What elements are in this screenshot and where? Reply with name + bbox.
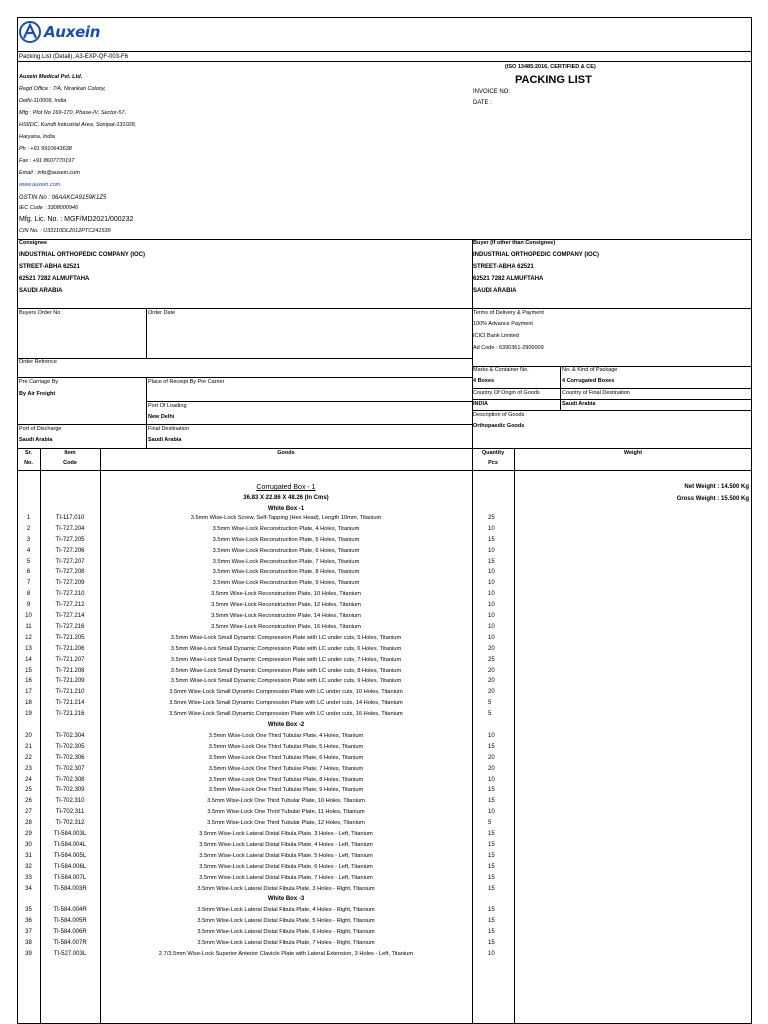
final-destination-label: Final Destination: [148, 426, 189, 432]
final-destination-value: Saudi Arabia: [148, 437, 182, 443]
row-item-code: TI-584.005L: [53, 853, 87, 859]
row-goods-description: 3.5mm Wise-Lock One Third Tubular Plate, 8 Holes, Titanium: [208, 777, 364, 783]
consignee-label: Consignee: [19, 240, 48, 246]
row-quantity: 10: [488, 602, 495, 608]
row-goods-description: 3.5mm Wise-Lock Small Dynamic Compression Plate with LC under cuts, 8 Holes, Titanium: [170, 668, 402, 674]
port-of-loading-value: New Delhi: [148, 414, 175, 420]
row-sr-no: 13: [25, 646, 32, 652]
row-sr-no: 22: [25, 755, 32, 761]
port-of-discharge-value: Saudi Arabia: [19, 437, 53, 443]
address-line: Delhi-110009, India: [19, 98, 67, 104]
row-sr-no: 12: [25, 635, 32, 641]
row-goods-description: 3.5mm Wise-Lock Lateral Distal Fibula Plate, 6 Holes - Left, Titanium: [199, 864, 373, 870]
row-item-code: TI-721.214: [55, 700, 85, 706]
row-quantity: 5: [488, 711, 492, 717]
row-sr-no: 11: [25, 624, 32, 630]
buyer-line: SAUDI ARABIA: [473, 288, 517, 294]
row-sr-no: 9: [26, 602, 31, 608]
row-item-code: TI-727.216: [55, 624, 85, 630]
row-sr-no: 7: [26, 580, 31, 586]
row-sr-no: 32: [25, 864, 32, 870]
port-of-discharge-label: Port of Discharge: [19, 426, 62, 432]
row-sr-no: 19: [25, 711, 32, 717]
row-quantity: 15: [488, 853, 495, 859]
row-item-code: TI-721.216: [55, 711, 85, 717]
row-item-code: TI-721.205: [55, 635, 85, 641]
row-sr-no: 14: [25, 657, 32, 663]
row-item-code: TI-702.307: [55, 766, 85, 772]
package-kind-label: No. & Kind of Package: [562, 367, 618, 373]
row-quantity: 10: [488, 526, 495, 532]
buyer-line: INDUSTRIAL ORTHOPEDIC COMPANY (IOC): [473, 252, 600, 258]
row-goods-description: 3.5mm Wise-Lock Reconstruction Plate, 8 Holes, Titanium: [212, 569, 360, 575]
order-reference-label: Order Refrence: [19, 359, 57, 365]
buyer-label: Buyer (If other than Consignee): [473, 240, 556, 246]
row-quantity: 10: [488, 624, 495, 630]
white-box-heading: White Box -1: [267, 506, 305, 512]
cin-line: CIN No. : U33110DL2012PTC241539: [19, 228, 111, 234]
row-quantity: 10: [488, 733, 495, 739]
white-box-heading: White Box -3: [267, 896, 305, 902]
row-sr-no: 23: [25, 766, 32, 772]
row-goods-description: 3.5mm Wise-Lock One Third Tubular Plate, 12 Holes, Titanium: [207, 820, 365, 826]
row-sr-no: 3: [26, 537, 31, 543]
box-dimensions: 36.83 X 22.86 X 48.26 (In Cms): [243, 495, 329, 501]
row-quantity: 20: [488, 668, 495, 674]
terms-label: Terms of Delivery & Payment: [473, 310, 544, 316]
row-sr-no: 8: [26, 591, 31, 597]
company-name: Auxein Medical Pvt. Ltd.: [19, 74, 83, 80]
row-item-code: TI-527.003L: [53, 951, 87, 957]
row-sr-no: 21: [25, 744, 32, 750]
row-sr-no: 20: [25, 733, 32, 739]
col-header-no: No.: [24, 460, 33, 466]
row-quantity: 15: [488, 864, 495, 870]
row-sr-no: 37: [25, 929, 32, 935]
address-line: Regd Office : 7/A, Nirankari Colony,: [19, 86, 106, 92]
destination-value: Saudi Arabia: [562, 401, 596, 407]
row-goods-description: 3.5mm Wise-Lock Reconstruction Plate, 9 Holes, Titanium: [212, 580, 360, 586]
row-goods-description: 3.5mm Wise-Lock Reconstruction Plate, 5 Holes, Titanium: [212, 537, 360, 543]
packing-list-sheet: [17, 17, 752, 1024]
row-item-code: TI-584.006R: [53, 929, 87, 935]
col-header-weight: Weight: [623, 450, 643, 456]
col-header-code: Code: [63, 460, 77, 466]
row-quantity: 15: [488, 559, 495, 565]
row-quantity: 15: [488, 886, 495, 892]
description-value: Orthopaedic Goods: [473, 423, 525, 429]
package-kind-value: 4 Corrugated Boxes: [562, 378, 615, 384]
row-quantity: 5: [488, 700, 492, 706]
address-line: HSIIDC, Kundli Industrial Area, Sonipat-131028,: [19, 122, 137, 128]
col-header-item: Item: [64, 450, 76, 456]
row-goods-description: 3.5mm Wise-Lock One Third Tubular Plate, 6 Holes, Titanium: [208, 755, 364, 761]
row-item-code: TI-727.205: [55, 537, 85, 543]
iso-certification: (ISO 13485:2016, CERTIFIED & CE): [505, 64, 596, 70]
company-logo: [19, 21, 100, 43]
row-sr-no: 2: [26, 526, 31, 532]
row-item-code: TI-702.306: [55, 755, 85, 761]
row-item-code: TI-721.209: [55, 678, 85, 684]
row-quantity: 10: [488, 777, 495, 783]
row-goods-description: 3.5mm Wise-Lock One Third Tubular Plate, 4 Holes, Titanium: [208, 733, 364, 739]
address-line: Haryana, India: [19, 134, 55, 140]
row-goods-description: 3.5mm Wise-Lock Lateral Distal Fibula Plate, 4 Holes - Left, Titanium: [199, 842, 373, 848]
row-item-code: TI-584.006L: [53, 864, 87, 870]
row-goods-description: 3.5mm Wise-Lock Lateral Distal Fibula Plate, 5 Holes - Left, Titanium: [199, 853, 373, 859]
row-item-code: TI-727.209: [55, 580, 85, 586]
row-item-code: TI-727.212: [55, 602, 85, 608]
origin-value: INDIA: [473, 401, 488, 407]
row-quantity: 20: [488, 755, 495, 761]
row-item-code: TI-721.207: [55, 657, 85, 663]
marks-label: Marks & Container No.: [473, 367, 529, 373]
row-sr-no: 33: [25, 875, 32, 881]
auxein-logo-icon: [19, 21, 41, 43]
row-sr-no: 29: [25, 831, 32, 837]
row-quantity: 10: [488, 548, 495, 554]
row-quantity: 15: [488, 744, 495, 750]
row-quantity: 10: [488, 613, 495, 619]
port-of-loading-label: Port Of Loading: [148, 403, 187, 409]
row-sr-no: 31: [25, 853, 32, 859]
row-sr-no: 39: [25, 951, 32, 957]
row-goods-description: 3.5mm Wise-Lock Lateral Distal Fibula Plate, 5 Holes - Right, Titanium: [197, 918, 375, 924]
marks-value: 4 Boxes: [473, 378, 495, 384]
row-item-code: TI-584.007R: [53, 940, 87, 946]
row-quantity: 15: [488, 907, 495, 913]
row-item-code: TI-117.010: [55, 515, 85, 521]
pre-carriage-label: Pre Carriage By: [19, 379, 59, 385]
logo-wordmark: Auxein: [44, 23, 101, 41]
iec-line: IEC Code : 3308000946: [19, 205, 79, 211]
invoice-no-label: INVOICE NO:: [473, 89, 511, 95]
description-label: Description of Goods: [473, 412, 525, 418]
row-goods-description: 3.5mm Wise-Lock Small Dynamic Compression Plate with LC under cuts, 10 Holes, Titanium: [169, 689, 403, 695]
row-goods-description: 3.5mm Wise-Lock Small Dynamic Compression Plate with LC under cuts, 9 Holes, Titanium: [170, 678, 402, 684]
row-item-code: TI-584.005R: [53, 918, 87, 924]
row-quantity: 20: [488, 766, 495, 772]
terms-line: 100% Advance Payment: [473, 321, 533, 327]
row-item-code: TI-702.304: [55, 733, 85, 739]
row-quantity: 15: [488, 875, 495, 881]
row-sr-no: 17: [25, 689, 32, 695]
row-sr-no: 25: [25, 787, 32, 793]
row-goods-description: 3.5mm Wise-Lock Reconstruction Plate, 7 Holes, Titanium: [212, 559, 360, 565]
website-link[interactable]: www.auxein.com: [19, 182, 61, 188]
row-quantity: 10: [488, 951, 495, 957]
row-goods-description: 3.5mm Wise-Lock Reconstruction Plate, 6 Holes, Titanium: [212, 548, 360, 554]
row-goods-description: 3.5mm Wise-Lock One Third Tubular Plate, 11 Holes, Titanium: [207, 809, 365, 815]
buyer-line: STREET-ABHA 62521: [473, 264, 534, 270]
row-quantity: 15: [488, 842, 495, 848]
row-quantity: 20: [488, 646, 495, 652]
col-header-sr: Sr.: [24, 450, 33, 456]
origin-label: Country Of Origin of Goods: [473, 390, 540, 396]
net-weight: Net Weight : 14.500 Kg: [684, 484, 749, 490]
row-quantity: 15: [488, 787, 495, 793]
row-item-code: TI-721.206: [55, 646, 85, 652]
buyers-order-no-label: Buyers Order No: [19, 310, 61, 316]
row-item-code: TI-727.207: [55, 559, 85, 565]
row-sr-no: 36: [25, 918, 32, 924]
gross-weight: Gross Weight : 15.500 Kg: [676, 496, 749, 502]
col-header-pcs: Pcs: [488, 460, 498, 466]
row-sr-no: 38: [25, 940, 32, 946]
row-quantity: 15: [488, 537, 495, 543]
row-goods-description: 3.5mm Wise-Lock Reconstruction Plate, 12 Holes, Titanium: [211, 602, 361, 608]
row-quantity: 10: [488, 580, 495, 586]
row-sr-no: 15: [25, 668, 32, 674]
row-item-code: TI-702.305: [55, 744, 85, 750]
row-item-code: TI-702.311: [55, 809, 85, 815]
col-header-quantity: Quantity: [481, 450, 505, 456]
row-quantity: 5: [488, 820, 492, 826]
row-item-code: TI-702.310: [55, 798, 85, 804]
destination-label: Country of Final Destination: [562, 390, 630, 396]
row-goods-description: 3.5mm Wise-Lock One Third Tubular Plate, 10 Holes, Titanium: [207, 798, 365, 804]
consignee-line: SAUDI ARABIA: [19, 288, 63, 294]
address-line: Mfg : Plot No 169-170, Phase-IV, Sector-57,: [19, 110, 127, 116]
row-sr-no: 4: [26, 548, 31, 554]
email-line: Email : info@auxein.com: [19, 170, 80, 176]
row-item-code: TI-702.309: [55, 787, 85, 793]
row-item-code: TI-584.004R: [53, 907, 87, 913]
row-item-code: TI-721.208: [55, 668, 85, 674]
row-sr-no: 30: [25, 842, 32, 848]
consignee-line: 62521 7282 ALMUFTAHA: [19, 276, 90, 282]
row-quantity: 25: [488, 515, 495, 521]
row-sr-no: 6: [26, 569, 31, 575]
row-goods-description: 3.5mm Wise-Lock Small Dynamic Compression Plate with LC under cuts, 6 Holes, Titanium: [170, 646, 402, 652]
row-goods-description: 3.5mm Wise-Lock Lateral Distal Fibula Plate, 3 Holes - Right, Titanium: [197, 886, 375, 892]
gstin-line: GSTIN No : 06AAKCA9159K1Z5: [19, 195, 107, 201]
row-item-code: TI-727.214: [55, 613, 85, 619]
row-quantity: 15: [488, 929, 495, 935]
place-of-receipt-label: Place of Receipt By Pre Carrier: [148, 379, 225, 385]
row-item-code: TI-702.308: [55, 777, 85, 783]
row-item-code: TI-584.003R: [53, 886, 87, 892]
row-goods-description: 3.5mm Wise-Lock Screw, Self-Tapping (Hex Head), Length 10mm, Titanium: [190, 515, 382, 521]
row-item-code: TI-584.004L: [53, 842, 87, 848]
box-title: Corrugated Box - 1: [256, 484, 316, 491]
row-sr-no: 5: [26, 559, 31, 565]
row-sr-no: 26: [25, 798, 32, 804]
document-title: PACKING LIST: [515, 74, 592, 86]
col-header-goods: Goods: [277, 450, 295, 456]
mfg-licence-line: Mfg. Lic. No. : MGF/MD2021/000232: [19, 216, 134, 223]
row-sr-no: 10: [25, 613, 32, 619]
row-sr-no: 35: [25, 907, 32, 913]
row-quantity: 25: [488, 657, 495, 663]
row-item-code: TI-727.204: [55, 526, 85, 532]
buyer-line: 62521 7282 ALMUFTAHA: [473, 276, 544, 282]
row-quantity: 20: [488, 678, 495, 684]
consignee-line: INDUSTRIAL ORTHOPEDIC COMPANY (IOC): [19, 252, 146, 258]
row-sr-no: 16: [25, 678, 32, 684]
row-quantity: 15: [488, 798, 495, 804]
row-item-code: TI-584.007L: [53, 875, 87, 881]
row-goods-description: 3.5mm Wise-Lock Lateral Distal Fibula Plate, 3 Holes - Left, Titanium: [199, 831, 373, 837]
row-item-code: TI-702.312: [55, 820, 85, 826]
row-goods-description: 3.5mm Wise-Lock Lateral Distal Fibula Plate, 7 Holes - Left, Titanium: [199, 875, 373, 881]
row-goods-description: 3.5mm Wise-Lock Reconstruction Plate, 4 Holes, Titanium: [212, 526, 360, 532]
row-goods-description: 3.5mm Wise-Lock One Third Tubular Plate, 9 Holes, Titanium: [208, 787, 364, 793]
row-sr-no: 27: [25, 809, 32, 815]
row-item-code: TI-727.208: [55, 569, 85, 575]
row-quantity: 15: [488, 831, 495, 837]
row-item-code: TI-584.003L: [53, 831, 87, 837]
form-reference: Packing List (Detail), A3-EXP-QF-003-F6: [19, 54, 129, 60]
row-goods-description: 3.5mm Wise-Lock Lateral Distal Fibula Plate, 4 Holes - Right, Titanium: [197, 907, 375, 913]
row-item-code: TI-727.206: [55, 548, 85, 554]
row-goods-description: 3.5mm Wise-Lock Reconstruction Plate, 14 Holes, Titanium: [211, 613, 361, 619]
row-goods-description: 3.5mm Wise-Lock Lateral Distal Fibula Plate, 6 Holes - Right, Titanium: [197, 929, 375, 935]
row-goods-description: 2.7/3.5mm Wise-Lock Superior Anterior Clavicle Plate with Lateral Extension, 3 Holes - Left, Titanium: [158, 951, 414, 957]
fax-line: Fax : +91 8607770197: [19, 158, 75, 164]
row-quantity: 10: [488, 635, 495, 641]
phone-line: Ph : +91 9910643638: [19, 146, 72, 152]
row-goods-description: 3.5mm Wise-Lock One Third Tubular Plate, 5 Holes, Titanium: [208, 744, 364, 750]
row-sr-no: 34: [25, 886, 32, 892]
row-quantity: 10: [488, 591, 495, 597]
row-goods-description: 3.5mm Wise-Lock One Third Tubular Plate, 7 Holes, Titanium: [208, 766, 364, 772]
order-date-label: Order Date: [148, 310, 176, 316]
consignee-line: STREET-ABHA 62521: [19, 264, 80, 270]
row-goods-description: 3.5mm Wise-Lock Lateral Distal Fibula Plate, 7 Holes - Right, Titanium: [197, 940, 375, 946]
row-quantity: 10: [488, 809, 495, 815]
row-goods-description: 3.5mm Wise-Lock Small Dynamic Compression Plate with LC under cuts, 7 Holes, Titanium: [170, 657, 402, 663]
date-label: DATE :: [473, 100, 492, 106]
row-sr-no: 18: [25, 700, 32, 706]
row-goods-description: 3.5mm Wise-Lock Reconstruction Plate, 10 Holes, Titanium: [211, 591, 361, 597]
white-box-heading: White Box -2: [267, 722, 305, 728]
terms-line: Ad Code : 6390361-2900009: [473, 345, 544, 351]
terms-line: ICICI Bank Limited: [473, 333, 519, 339]
row-goods-description: 3.5mm Wise-Lock Small Dynamic Compression Plate with LC under cuts, 16 Holes, Titanium: [169, 711, 403, 717]
row-goods-description: 3.5mm Wise-Lock Small Dynamic Compression Plate with LC under cuts, 5 Holes, Titanium: [170, 635, 402, 641]
row-quantity: 15: [488, 918, 495, 924]
row-sr-no: 24: [25, 777, 32, 783]
row-quantity: 15: [488, 940, 495, 946]
row-quantity: 20: [488, 689, 495, 695]
pre-carriage-value: By Air Freight: [19, 391, 56, 397]
row-goods-description: 3.5mm Wise-Lock Reconstruction Plate, 16 Holes, Titanium: [211, 624, 361, 630]
row-item-code: TI-721.210: [55, 689, 85, 695]
row-quantity: 10: [488, 569, 495, 575]
row-goods-description: 3.5mm Wise-Lock Small Dynamic Compression Plate with LC under cuts, 14 Holes, Titanium: [169, 700, 403, 706]
row-sr-no: 1: [26, 515, 31, 521]
row-item-code: TI-727.210: [55, 591, 85, 597]
row-sr-no: 28: [25, 820, 32, 826]
